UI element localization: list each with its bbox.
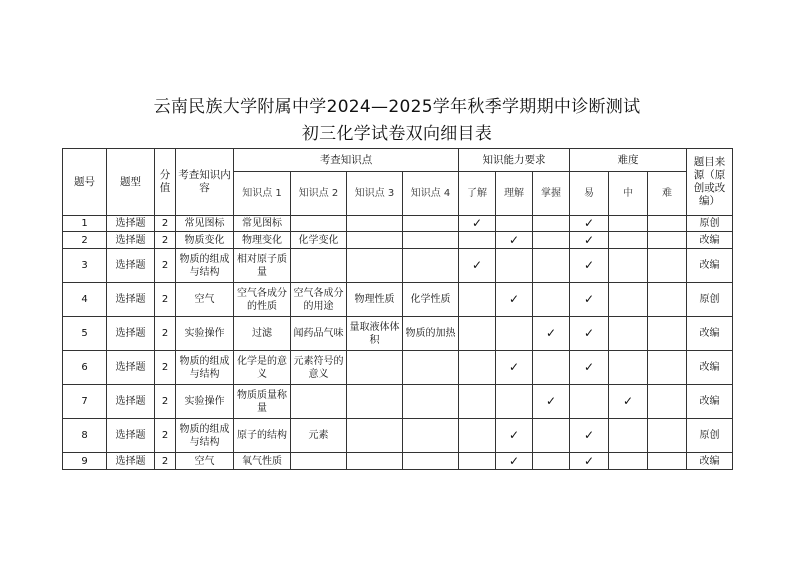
cell-easy (570, 216, 609, 232)
check-mark-icon: ✓ (545, 394, 557, 408)
cell-no: 3 (63, 249, 107, 283)
cell-comprehend (496, 232, 533, 249)
cell-score: 2 (155, 317, 176, 351)
header-ability: 知识能力要求 (459, 149, 570, 172)
header-comprehend: 理解 (496, 172, 533, 216)
cell-type: 选择题 (107, 249, 155, 283)
cell-kp3 (347, 385, 403, 419)
cell-kp1: 常见图标 (234, 216, 291, 232)
header-content: 考查知识内容 (176, 149, 234, 216)
check-mark-icon: ✓ (622, 394, 634, 408)
cell-content: 实验操作 (176, 385, 234, 419)
table-row (63, 385, 733, 419)
table-row (63, 317, 733, 351)
check-mark-icon: ✓ (508, 428, 520, 442)
cell-kp2 (291, 216, 347, 232)
cell-score: 2 (155, 216, 176, 232)
cell-no: 9 (63, 453, 107, 470)
cell-kp1: 物理变化 (234, 232, 291, 249)
cell-easy (570, 385, 609, 419)
cell-comprehend (496, 453, 533, 470)
cell-kp2: 元素 (291, 419, 347, 453)
table-row (63, 249, 733, 283)
cell-kp2: 化学变化 (291, 232, 347, 249)
cell-comprehend (496, 385, 533, 419)
check-mark-icon: ✓ (508, 360, 520, 374)
check-mark-icon: ✓ (583, 216, 595, 230)
cell-score: 2 (155, 249, 176, 283)
cell-source: 改编 (687, 351, 733, 385)
cell-kp3: 量取液体体积 (347, 317, 403, 351)
cell-content: 物质的组成与结构 (176, 351, 234, 385)
cell-easy (570, 232, 609, 249)
table-row (63, 351, 733, 385)
cell-understand (459, 351, 496, 385)
check-mark-icon: ✓ (471, 258, 483, 272)
cell-easy (570, 419, 609, 453)
cell-comprehend (496, 283, 533, 317)
cell-comprehend (496, 351, 533, 385)
cell-master (533, 453, 570, 470)
cell-content: 空气 (176, 283, 234, 317)
cell-understand (459, 317, 496, 351)
header-no: 题号 (63, 149, 107, 216)
cell-kp4: 化学性质 (403, 283, 459, 317)
cell-master (533, 317, 570, 351)
cell-kp4 (403, 249, 459, 283)
check-mark-icon: ✓ (583, 292, 595, 306)
cell-source: 改编 (687, 232, 733, 249)
table-row (63, 232, 733, 249)
cell-understand (459, 283, 496, 317)
cell-comprehend (496, 317, 533, 351)
cell-easy (570, 249, 609, 283)
cell-easy (570, 283, 609, 317)
cell-kp1: 过滤 (234, 317, 291, 351)
cell-kp3 (347, 453, 403, 470)
cell-content: 实验操作 (176, 317, 234, 351)
header-hard: 难 (648, 172, 687, 216)
cell-easy (570, 317, 609, 351)
document-title: 云南民族大学附属中学2024—2025学年秋季学期期中诊断测试 (153, 97, 641, 117)
cell-kp2: 闻药品气味 (291, 317, 347, 351)
check-mark-icon: ✓ (583, 453, 595, 468)
header-score: 分值 (155, 149, 176, 216)
cell-hard (648, 351, 687, 385)
cell-master (533, 249, 570, 283)
cell-kp1: 化学是的意义 (234, 351, 291, 385)
cell-kp4 (403, 453, 459, 470)
cell-type: 选择题 (107, 283, 155, 317)
check-mark-icon: ✓ (583, 428, 595, 442)
check-mark-icon: ✓ (583, 326, 595, 340)
cell-no: 7 (63, 385, 107, 419)
cell-medium (609, 385, 648, 419)
cell-medium (609, 283, 648, 317)
cell-understand (459, 453, 496, 470)
cell-kp3 (347, 419, 403, 453)
cell-easy (570, 453, 609, 470)
header-easy: 易 (570, 172, 609, 216)
cell-source: 原创 (687, 419, 733, 453)
cell-medium (609, 216, 648, 232)
cell-comprehend (496, 249, 533, 283)
cell-hard (648, 216, 687, 232)
cell-medium (609, 232, 648, 249)
cell-kp1: 氧气性质 (234, 453, 291, 470)
cell-type: 选择题 (107, 232, 155, 249)
check-mark-icon: ✓ (508, 292, 520, 306)
cell-hard (648, 232, 687, 249)
header-kp3: 知识点 3 (347, 172, 403, 216)
detail-table (62, 148, 733, 470)
check-mark-icon: ✓ (508, 232, 520, 247)
cell-no: 1 (63, 216, 107, 232)
cell-comprehend (496, 419, 533, 453)
cell-type: 选择题 (107, 317, 155, 351)
header-kp1: 知识点 1 (234, 172, 291, 216)
cell-no: 6 (63, 351, 107, 385)
table-row (63, 216, 733, 232)
cell-kp3 (347, 249, 403, 283)
cell-medium (609, 453, 648, 470)
header-type: 题型 (107, 149, 155, 216)
cell-understand (459, 232, 496, 249)
cell-source: 改编 (687, 249, 733, 283)
cell-score: 2 (155, 232, 176, 249)
cell-kp3: 物理性质 (347, 283, 403, 317)
cell-kp1: 原子的结构 (234, 419, 291, 453)
check-mark-icon: ✓ (508, 453, 520, 468)
cell-score: 2 (155, 385, 176, 419)
check-mark-icon: ✓ (471, 216, 483, 230)
cell-kp4 (403, 385, 459, 419)
cell-understand (459, 385, 496, 419)
cell-type: 选择题 (107, 216, 155, 232)
header-knowledge-points: 考查知识点 (234, 149, 459, 172)
cell-master (533, 283, 570, 317)
document-subtitle: 初三化学试卷双向细目表 (301, 124, 493, 144)
header-master: 掌握 (533, 172, 570, 216)
cell-hard (648, 453, 687, 470)
cell-source: 原创 (687, 216, 733, 232)
cell-type: 选择题 (107, 351, 155, 385)
header-source: 题目来源（原创或改编） (687, 149, 733, 216)
cell-type: 选择题 (107, 453, 155, 470)
cell-hard (648, 283, 687, 317)
cell-easy (570, 351, 609, 385)
header-kp2: 知识点 2 (291, 172, 347, 216)
cell-no: 5 (63, 317, 107, 351)
table-row (63, 453, 733, 470)
cell-content: 空气 (176, 453, 234, 470)
cell-source: 改编 (687, 453, 733, 470)
cell-medium (609, 351, 648, 385)
cell-score: 2 (155, 419, 176, 453)
cell-hard (648, 317, 687, 351)
cell-no: 8 (63, 419, 107, 453)
cell-kp2 (291, 385, 347, 419)
cell-kp1: 相对原子质量 (234, 249, 291, 283)
cell-master (533, 351, 570, 385)
cell-kp4 (403, 419, 459, 453)
cell-no: 4 (63, 283, 107, 317)
cell-content: 物质的组成与结构 (176, 249, 234, 283)
cell-content: 常见图标 (176, 216, 234, 232)
cell-kp4 (403, 351, 459, 385)
cell-kp4 (403, 232, 459, 249)
cell-source: 改编 (687, 385, 733, 419)
cell-medium (609, 419, 648, 453)
cell-type: 选择题 (107, 419, 155, 453)
cell-score: 2 (155, 283, 176, 317)
header-kp4: 知识点 4 (403, 172, 459, 216)
cell-kp2 (291, 453, 347, 470)
check-mark-icon: ✓ (583, 232, 595, 247)
cell-hard (648, 249, 687, 283)
cell-master (533, 419, 570, 453)
cell-kp2: 元素符号的意义 (291, 351, 347, 385)
cell-kp2: 空气各成分的用途 (291, 283, 347, 317)
cell-master (533, 216, 570, 232)
cell-kp1: 物质质量称量 (234, 385, 291, 419)
cell-understand (459, 249, 496, 283)
cell-source: 改编 (687, 317, 733, 351)
header-difficulty: 难度 (570, 149, 687, 172)
check-mark-icon: ✓ (583, 258, 595, 272)
cell-medium (609, 249, 648, 283)
cell-hard (648, 385, 687, 419)
cell-score: 2 (155, 453, 176, 470)
cell-understand (459, 419, 496, 453)
table-row (63, 283, 733, 317)
cell-kp2 (291, 249, 347, 283)
header-medium: 中 (609, 172, 648, 216)
cell-content: 物质变化 (176, 232, 234, 249)
check-mark-icon: ✓ (545, 326, 557, 340)
header-understand: 了解 (459, 172, 496, 216)
cell-kp4 (403, 216, 459, 232)
cell-no: 2 (63, 232, 107, 249)
table-row (63, 419, 733, 453)
cell-comprehend (496, 216, 533, 232)
cell-content: 物质的组成与结构 (176, 419, 234, 453)
cell-kp1: 空气各成分的性质 (234, 283, 291, 317)
cell-source: 原创 (687, 283, 733, 317)
cell-kp4: 物质的加热 (403, 317, 459, 351)
cell-hard (648, 419, 687, 453)
cell-understand (459, 216, 496, 232)
cell-kp3 (347, 232, 403, 249)
cell-master (533, 385, 570, 419)
check-mark-icon: ✓ (583, 360, 595, 374)
cell-kp3 (347, 216, 403, 232)
cell-master (533, 232, 570, 249)
cell-type: 选择题 (107, 385, 155, 419)
cell-medium (609, 317, 648, 351)
cell-score: 2 (155, 351, 176, 385)
cell-kp3 (347, 351, 403, 385)
